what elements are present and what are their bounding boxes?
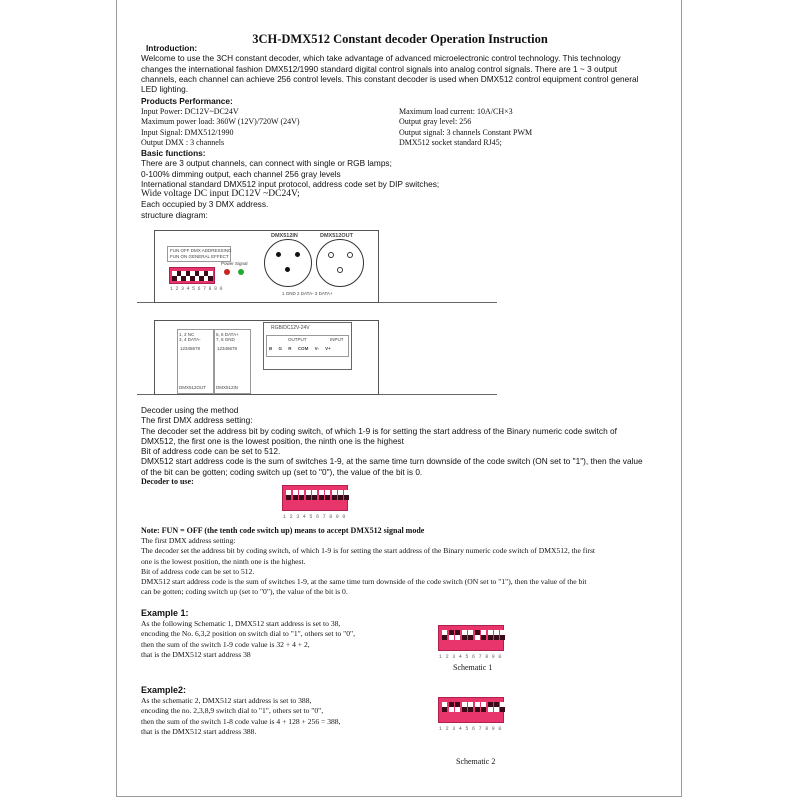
function-line: Wide voltage DC input DC12V ~DC24V; bbox=[141, 189, 300, 200]
rj45-pin-label: 7, 8 GND bbox=[216, 337, 235, 342]
dip-switch-schematic-2 bbox=[438, 697, 504, 723]
rj45-in-label: DMX512IN bbox=[216, 385, 239, 390]
xlr-in-connector-icon bbox=[264, 239, 312, 287]
performance-left bbox=[141, 107, 300, 149]
method-line: The first DMX address setting: bbox=[141, 415, 253, 426]
example1-line: encoding the No. 6,3,2 position on switch dial to "1", others set to "0", bbox=[141, 629, 356, 639]
example2-heading: Example2: bbox=[141, 685, 187, 695]
introduction-line: channels, each channel can achieve 256 control levels. This constant decoder is used when DMX512 control equipment control general bbox=[141, 73, 639, 84]
introduction-heading: Introduction: bbox=[146, 43, 198, 53]
example2-line: encoding the no. 2,3,8,9 switch dial to "1", others set to "0", bbox=[141, 706, 324, 716]
function-line: Each occupied by 3 DMX address. bbox=[141, 199, 269, 210]
method-serif-line: DMX512 start address code is the sum of switches 1-9, at the same time turn downside of the code switch (ON set to "1"), then the value of the bit bbox=[141, 577, 587, 587]
example1-heading: Example 1: bbox=[141, 608, 189, 618]
method-line: Decoder using the method bbox=[141, 405, 239, 415]
spec-gray-level: Output gray level: 256 bbox=[399, 117, 472, 127]
fun-off-label: FUN OFF DMX ADDRESSING bbox=[170, 248, 232, 253]
function-line: structure diagram: bbox=[141, 209, 208, 220]
dip-numbers: 1234567890 bbox=[439, 726, 506, 732]
method-serif-line: The decoder set the address bit by coding switch, of which 1-9 is for setting the start address of the Binary numeric code switch of DMX512, the first bbox=[141, 546, 596, 556]
rj45-pin-label: 5, 6 DATA+ bbox=[216, 332, 239, 337]
example2-line: As the schematic 2, DMX512 start address is set to 388, bbox=[141, 696, 312, 705]
dip-numbers: 1234567890 bbox=[439, 654, 506, 660]
xlr-in-label: DMX512IN bbox=[271, 233, 298, 239]
function-line: 0-100% dimming output, each channel 256 gray levels bbox=[141, 168, 341, 179]
schematic-1-caption: Schematic 1 bbox=[453, 663, 493, 672]
dip-switch-schematic-1 bbox=[438, 625, 504, 651]
rj45-pin-label: 1, 2 NC bbox=[179, 332, 195, 337]
spec-max-current: Maximum load current: 10A/CH×3 bbox=[399, 107, 513, 116]
rj45-numbers: 12345678 bbox=[217, 346, 238, 351]
performance-right bbox=[399, 107, 532, 149]
output-label: OUTPUT bbox=[288, 337, 307, 342]
example2-line: then the sum of the switch 1-8 code value is 4 + 128 + 256 = 388, bbox=[141, 716, 341, 726]
spec-input-signal: Input Signal: DMX512/1990 bbox=[141, 127, 234, 137]
example1-body bbox=[141, 619, 355, 661]
example1-line: As the following Schematic 1, DMX512 start address is set to 38, bbox=[141, 619, 341, 628]
method-serif-line: can be gotten; coding switch up (set to "0"), the value of the bit is 0. bbox=[141, 587, 348, 597]
method-line: The decoder set the address bit by coding switch, of which 1-9 is for setting the start address of the Binary numeric code switch of bbox=[141, 425, 617, 436]
rj45-pin-label: 3, 4 DATA- bbox=[179, 337, 201, 342]
introduction-line: changes the international fashion DMX512/1990 standard digital control signals into analog control signals. There are 1 ~ 3 output bbox=[141, 63, 618, 74]
document-page bbox=[116, 0, 682, 797]
terminal-caption: RGB/DC12V-24V bbox=[271, 325, 310, 331]
schematic-2-caption: Schematic 2 bbox=[456, 757, 496, 766]
example2-line: that is the DMX512 start address 388. bbox=[141, 727, 257, 737]
function-line: There are 3 output channels, can connect with single or RGB lamps; bbox=[141, 158, 392, 169]
method-serif-section bbox=[141, 536, 661, 598]
note-text: Note: FUN = OFF (the tenth code switch up) means to accept DMX512 signal mode bbox=[141, 526, 425, 535]
spec-output-signal: Output signal: 3 channels Constant PWM bbox=[399, 127, 533, 137]
introduction-line: Welcome to use the 3CH constant decoder, which take advantage of advanced microelectronic control technology. This technology bbox=[141, 53, 621, 64]
example1-line: that is the DMX512 start address 38 bbox=[141, 650, 251, 660]
method-line: DMX512, the first one is the lowest position, the ninth one is the highest bbox=[141, 435, 404, 446]
page-title: 3CH-DMX512 Constant decoder Operation Instruction bbox=[252, 32, 548, 46]
basic-functions-section bbox=[141, 148, 661, 220]
spec-socket: DMX512 socket standard RJ45; bbox=[399, 138, 502, 148]
rj45-out-label: DMX512OUT bbox=[179, 385, 207, 390]
rj45-numbers: 12345678 bbox=[180, 346, 201, 351]
example1-line: then the sum of the switch 1-9 code value is 32 + 4 + 2, bbox=[141, 639, 310, 649]
dip-numbers: 1234567890 bbox=[170, 286, 226, 292]
decoder-to-use-heading: Decoder to use: bbox=[141, 477, 194, 487]
spec-input-power: Input Power: DC12V~DC24V bbox=[141, 107, 239, 116]
introduction-section bbox=[141, 43, 661, 94]
dip-switch-main bbox=[282, 485, 348, 511]
fun-on-label: FUN ON GENERAL EFFECT bbox=[170, 254, 229, 259]
method-serif-line: The first DMX address setting: bbox=[141, 536, 236, 545]
terminal-list: B G R COM V- V+ bbox=[269, 346, 331, 351]
dip-switch-device bbox=[169, 267, 215, 284]
xlr-out-connector-icon bbox=[316, 239, 364, 287]
dip-numbers: 1234567890 bbox=[283, 514, 350, 520]
method-line: Bit of address code can be set to 512. bbox=[141, 446, 281, 457]
spec-max-power: Maximum power load: 360W (12V)/720W (24V) bbox=[141, 117, 300, 127]
power-led-icon bbox=[224, 269, 230, 275]
pin-legend: 1 GND 2 DATA- 3 DATA+ bbox=[282, 291, 333, 296]
xlr-out-label: DMX512OUT bbox=[320, 233, 354, 239]
example2-body bbox=[141, 696, 341, 738]
spec-output-dmx: Output DMX : 3 channels bbox=[141, 138, 225, 148]
method-line: DMX512 start address code is the sum of switches 1-9, at the same time turn downside of the code switch (ON set to "1"), then the value bbox=[141, 456, 643, 467]
method-line: of the bit can be gotten; coding switch up (set to "0"), the value of the bit is 0. bbox=[141, 466, 423, 477]
performance-heading: Products Performance: bbox=[141, 96, 233, 106]
basic-functions-heading: Basic functions: bbox=[141, 148, 206, 158]
method-serif-line: Bit of address code can be set to 512. bbox=[141, 566, 255, 576]
signal-led-icon bbox=[238, 269, 244, 275]
led-label: Power Signal bbox=[221, 261, 248, 266]
introduction-line: LED lighting. bbox=[141, 84, 189, 95]
method-serif-line: one is the lowest position, the ninth one is the highest. bbox=[141, 556, 306, 566]
method-section bbox=[141, 405, 661, 487]
input-label: INPUT bbox=[330, 337, 344, 342]
function-line: International standard DMX512 input protocol, address code set by DIP switches; bbox=[141, 178, 440, 189]
